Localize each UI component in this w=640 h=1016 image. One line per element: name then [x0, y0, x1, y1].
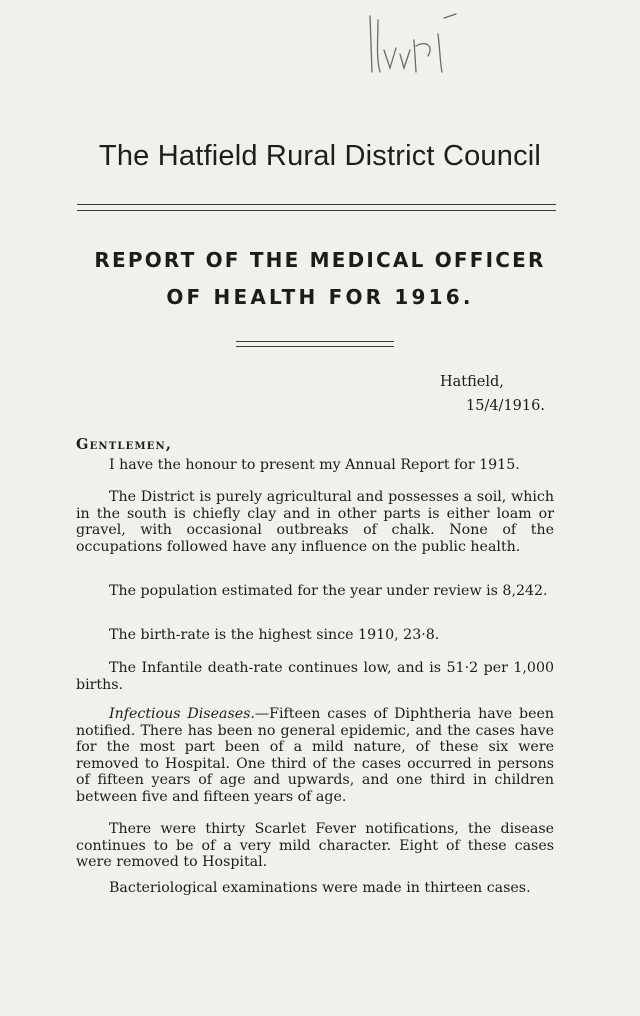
paragraph-population: The population estimated for the year under review is 8,242. — [109, 583, 548, 599]
section-heading-infectious-diseases: Infectious Diseases. — [109, 706, 255, 722]
paragraph-birth-rate: The birth-rate is the highest since 1910, 23·8. — [109, 627, 440, 643]
paragraph-introduction: I have the honour to present my Annual Report for 1915. — [109, 457, 520, 473]
paragraph-bacteriological: Bacteriological examinations were made in thirteen cases. — [109, 880, 531, 896]
short-rule-divider — [236, 341, 394, 347]
letter-date: 15/4/1916. — [466, 398, 545, 414]
council-title: The Hatfield Rural District Council — [98, 140, 542, 172]
paragraph-infectious-diseases — [76, 706, 554, 806]
paragraph-infantile-death-rate: The Infantile death-rate continues low, and is 51·2 per 1,000 births. — [76, 660, 554, 693]
paragraph-scarlet-fever: There were thirty Scarlet Fever notifications, the disease continues to be of a very mild character. Eight of these cases were removed to Hospital. — [76, 821, 554, 871]
handwritten-annotation — [356, 10, 466, 80]
infectious-diseases-text: —Fifteen cases of Diphtheria have been notified. There has been no general epidemic, and the cases have for the most part been of a mild nature, of these six were removed to Hospital. One third of the cases occurred in persons of fifteen years of age and upwards, and one third in children between five and fifteen years of age. — [76, 706, 554, 805]
salutation: Gentlemen, — [76, 436, 173, 453]
double-rule-divider — [77, 204, 556, 211]
report-title-line1: REPORT OF THE MEDICAL OFFICER — [94, 248, 546, 272]
report-title-line2: OF HEALTH FOR 1916. — [166, 285, 474, 309]
paragraph-district: The District is purely agricultural and possesses a soil, which in the south is chiefly clay and in other parts is either loam or gravel, with occasional outbreaks of chalk. None of the occupations followed have any influence on the public health. — [76, 489, 554, 555]
letter-place: Hatfield, — [440, 374, 504, 390]
